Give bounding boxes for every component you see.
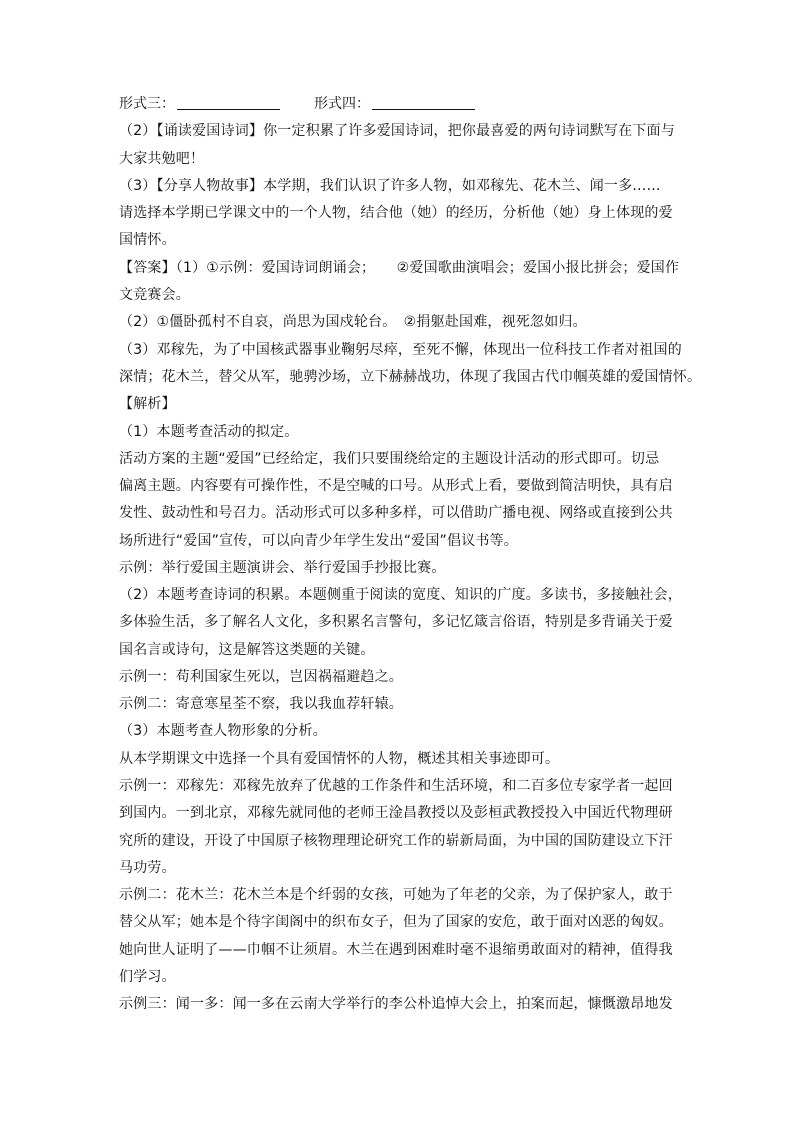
text-line: 从本学期课文中选择一个具有爱国情怀的人物，概述其相关事迹即可。 bbox=[119, 751, 560, 767]
form-blanks-row bbox=[119, 94, 475, 114]
text-line: 她向世人证明了——巾帼不让须眉。木兰在遇到困难时毫不退缩勇敢面对的精神，值得我 bbox=[119, 942, 673, 958]
answer-heading-line: 【答案】（1）①示例：爱国诗词朗诵会； ②爱国歌曲演唱会；爱国小报比拼会；爱国作 bbox=[119, 260, 680, 276]
text-line: （3）本题考查人物形象的分析。 bbox=[119, 723, 327, 739]
text-line: （2）【诵读爱国诗词】你一定积累了许多爱国诗词，把你最喜爱的两句诗词默写在下面与 bbox=[119, 123, 675, 139]
text-line: 国名言或诗句，这是解答这类题的关键。 bbox=[119, 642, 375, 658]
text-line: 马功劳。 bbox=[119, 860, 176, 876]
analysis-heading: 【解析】 bbox=[119, 396, 176, 412]
text-line: （2）①僵卧孤村不自哀，尚思为国戍轮台。 ②捐躯赴国难，视死忽如归。 bbox=[119, 314, 587, 330]
text-line: 大家共勉吧！ bbox=[119, 151, 205, 167]
text-line: 国情怀。 bbox=[119, 232, 176, 248]
text-line: 深情；花木兰，替父从军，驰骋沙场，立下赫赫战功，体现了我国古代巾帼英雄的爱国情怀。 bbox=[119, 369, 702, 385]
text-line: 文竞赛会。 bbox=[119, 287, 190, 303]
text-line: 替父从军；她本是个待字闺阁中的织布女子，但为了国家的安危，敢于面对凶恶的匈奴。 bbox=[119, 914, 673, 930]
text-line: （2）本题考查诗词的积累。本题侧重于阅读的宽度、知识的广度。多读书，多接触社会， bbox=[119, 587, 682, 603]
form4-blank[interactable] bbox=[372, 95, 475, 110]
form3-label: 形式三： bbox=[119, 96, 175, 112]
text-line: （3）邓稼先，为了中国核武器事业鞠躬尽瘁，至死不懈，体现出一位科技工作者对祖国的 bbox=[119, 342, 682, 358]
text-line: （1）本题考查活动的拟定。 bbox=[119, 424, 299, 440]
text-line: 场所进行“爱国”宣传，可以向青少年学生发出“爱国”倡议书等。 bbox=[119, 533, 519, 549]
text-line: 究所的建设，开设了中国原子核物理理论研究工作的崭新局面，为中国的国防建设立下汗 bbox=[119, 833, 673, 849]
text-line: （3）【分享人物故事】本学期，我们认识了许多人物，如邓稼先、花木兰、闻一多…… bbox=[119, 178, 661, 194]
text-line: 示例一：苟利国家生死以，岂因祸福避趋之。 bbox=[119, 669, 403, 685]
form4-label: 形式四： bbox=[314, 96, 370, 112]
text-line: 请选择本学期已学课文中的一个人物，结合他（她）的经历，分析他（她）身上体现的爱 bbox=[119, 205, 673, 221]
text-line: 发性、鼓动性和号召力。活动形式可以多种多样，可以借助广播电视、网络或直接到公共 bbox=[119, 505, 673, 521]
text-line: 活动方案的主题“爱国”已经给定，我们只要围绕给定的主题设计活动的形式即可。切忌 bbox=[119, 451, 660, 467]
text-line: 示例三：闻一多：闻一多在云南大学举行的李公朴追悼大会上，拍案而起，慷慨激昂地发 bbox=[119, 996, 673, 1012]
text-line: 示例二：花木兰：花木兰本是个纤弱的女孩，可她为了年老的父亲，为了保护家人，敢于 bbox=[119, 887, 673, 903]
text-line: 示例一：邓稼先：邓稼先放弃了优越的工作条件和生活环境，和二百多位专家学者一起回 bbox=[119, 778, 673, 794]
text-line: 示例二：寄意寒星荃不察，我以我血荐轩辕。 bbox=[119, 696, 403, 712]
text-line: 示例：举行爱国主题演讲会、举行爱国手抄报比赛。 bbox=[119, 560, 446, 576]
text-line: 到国内。一到北京，邓稼先就同他的老师王淦昌教授以及彭桓武教授投入中国近代物理研 bbox=[119, 805, 673, 821]
text-line: 们学习。 bbox=[119, 969, 176, 985]
text-line: 偏离主题。内容要有可操作性，不是空喊的口号。从形式上看，要做到简洁明快，具有启 bbox=[119, 478, 673, 494]
form3-blank[interactable] bbox=[177, 95, 280, 110]
text-line: 多体验生活，多了解名人文化，多积累名言警句，多记忆箴言俗语，特别是多背诵关于爱 bbox=[119, 614, 673, 630]
